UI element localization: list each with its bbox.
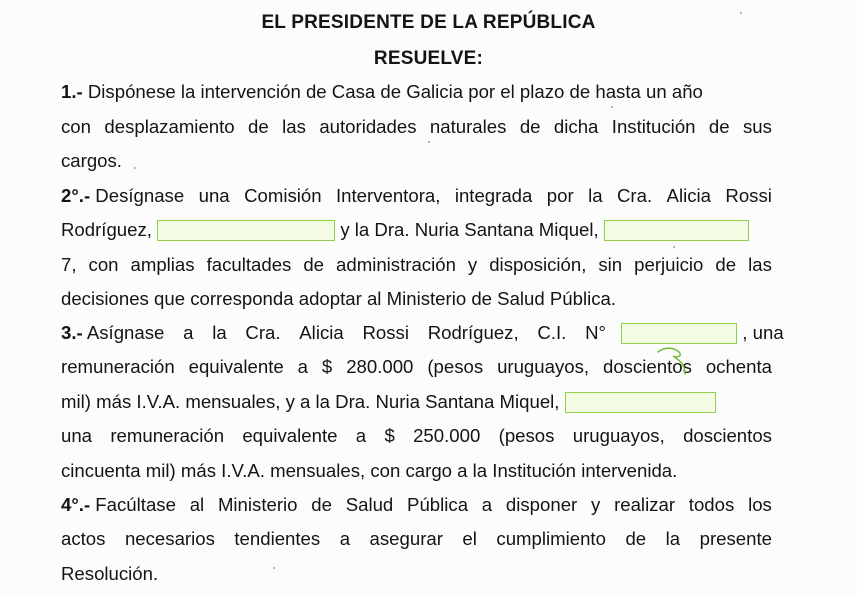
word: la (665, 528, 681, 549)
word: de (303, 254, 325, 275)
word: realizar (614, 494, 676, 515)
word: el (462, 528, 477, 549)
handwritten-mark (655, 340, 695, 378)
p4-line-1 (61, 493, 772, 517)
redaction-box (157, 220, 335, 241)
word: $ (384, 425, 395, 446)
word: 3.- Asígnase (61, 322, 165, 343)
word: Ministerio (217, 494, 298, 515)
word: Rodríguez, (427, 322, 519, 343)
word: la (212, 322, 227, 343)
item-number: 4°.- (61, 494, 91, 515)
word: equivalente (242, 425, 338, 446)
redaction-box (604, 220, 749, 241)
word: 2°.- Desígnase (61, 185, 185, 206)
word: Pública (407, 494, 469, 515)
word: tendientes (234, 528, 321, 549)
word: C.I. (537, 322, 567, 343)
word: y (467, 254, 478, 275)
word: por (546, 185, 574, 206)
word: uruguayos, (497, 356, 590, 377)
word: las (282, 116, 306, 137)
word: sin (598, 254, 623, 275)
word: $ (321, 356, 333, 377)
word: dicha (553, 116, 599, 137)
item-number: 2°.- (61, 185, 91, 206)
word: la (588, 185, 603, 206)
word: Cra. (245, 322, 281, 343)
p3-line-4 (61, 424, 772, 448)
word: a (481, 494, 493, 515)
scan-speck (428, 141, 430, 143)
word: de (248, 116, 269, 137)
word: a (355, 425, 367, 446)
word: las (748, 254, 772, 275)
word: con (88, 254, 119, 275)
word: Rossi (725, 185, 772, 206)
word: facultades (206, 254, 292, 275)
word: integrada (454, 185, 533, 206)
p1-line-2 (61, 115, 772, 139)
word: (pesos (427, 356, 484, 377)
word: Rossi (362, 322, 409, 343)
item-number: 3.- (61, 322, 83, 343)
word: sus (743, 116, 772, 137)
word: autoridades (319, 116, 417, 137)
word: (pesos (498, 425, 555, 446)
word: los (748, 494, 772, 515)
word: Institución (611, 116, 696, 137)
p2-line-2 (61, 218, 772, 242)
p3-line-5: cincuenta mil) más I.V.A. mensuales, con cargo a la Institución intervenida. (61, 460, 678, 481)
p3-line-1-words (61, 321, 606, 345)
scan-speck (673, 246, 675, 248)
word: disposición, (489, 254, 587, 275)
word: al (189, 494, 205, 515)
word: Alicia (299, 322, 344, 343)
word: Alicia (666, 185, 711, 206)
word: una (61, 425, 93, 446)
scan-speck (273, 567, 275, 569)
scan-speck (740, 12, 742, 14)
p2-line-4: decisiones que corresponda adoptar al Ministerio de Salud Pública. (61, 288, 617, 309)
word: de (311, 494, 332, 515)
word: presente (699, 528, 772, 549)
p2-line-3 (61, 253, 772, 277)
p2-line-1 (61, 184, 772, 208)
word: y (591, 494, 601, 515)
word: de (625, 528, 647, 549)
word: Cra. (616, 185, 653, 206)
word: a (297, 356, 308, 377)
word: 7, (61, 254, 77, 275)
word: todos (688, 494, 735, 515)
word: equivalente (188, 356, 284, 377)
p3-text-a: mil) más I.V.A. mensuales, y a la Dra. Nuria Santana Miquel, (61, 391, 560, 412)
word: de (715, 254, 737, 275)
word: Interventora, (336, 185, 441, 206)
word: a (339, 528, 351, 549)
word: naturales (429, 116, 507, 137)
word: remuneración (110, 425, 225, 446)
word: 4°.- Facúltase (61, 494, 176, 515)
scan-speck (134, 167, 136, 169)
word: necesarios (124, 528, 215, 549)
p2-text-b: y la Dra. Nuria Santana Miquel, (340, 219, 599, 240)
word: uruguayos, (572, 425, 665, 446)
document-title: EL PRESIDENTE DE LA REPÚBLICA (261, 12, 596, 33)
p4-line-3: Resolución. (61, 563, 159, 584)
p1-text: Dispónese la intervención de Casa de Galicia por el plazo de hasta un año (87, 81, 703, 102)
word: doscientos (602, 356, 692, 377)
word: asegurar (369, 528, 443, 549)
word: Comisión (244, 185, 322, 206)
word: remuneración (61, 356, 175, 377)
redaction-box (565, 392, 716, 413)
word: actos (61, 528, 106, 549)
word: desplazamiento (104, 116, 235, 137)
word: de (519, 116, 541, 137)
word: a (183, 322, 194, 343)
p4-line-2 (61, 527, 772, 551)
p3-line-3 (61, 390, 772, 414)
word: Salud (345, 494, 394, 515)
word: N° (585, 322, 606, 343)
word: 280.000 (346, 356, 414, 377)
word: administración (336, 254, 456, 275)
word: con (61, 116, 91, 137)
word: cumplimiento (496, 528, 606, 549)
word: una (198, 185, 230, 206)
word: amplias (130, 254, 195, 275)
p1-number: 1.- (61, 81, 83, 102)
word: doscientos (683, 425, 772, 446)
p3-line-1-end: , una (742, 322, 784, 343)
word: de (708, 116, 730, 137)
scan-speck (611, 106, 613, 108)
p1-line-1 (61, 80, 772, 104)
p2-text-a: Rodríguez, (61, 219, 152, 240)
word: 250.000 (413, 425, 481, 446)
word: disponer (505, 494, 578, 515)
p1-line-3: cargos. (61, 150, 122, 171)
word: perjuicio (634, 254, 704, 275)
word: ochenta (705, 356, 772, 377)
document-subtitle: RESUELVE: (373, 48, 484, 69)
